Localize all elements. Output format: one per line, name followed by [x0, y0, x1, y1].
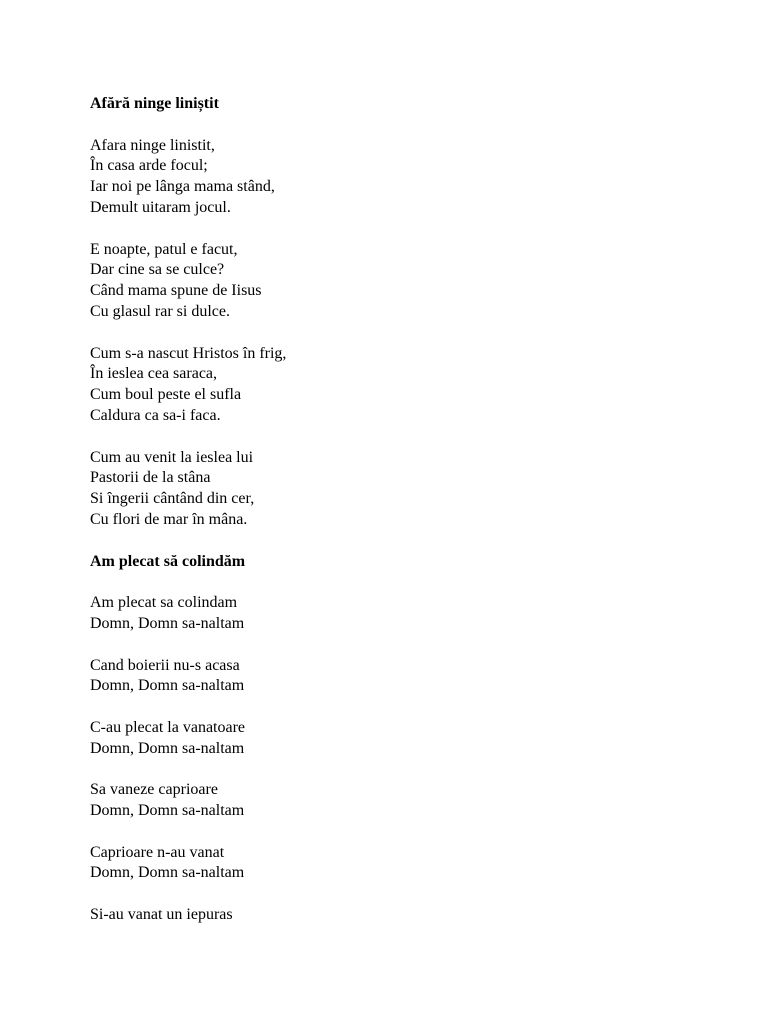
verse-line: C-au plecat la vanatoare	[90, 718, 246, 736]
verse-line: Cu glasul rar si dulce.	[90, 302, 230, 320]
poem-title: Afără ninge liniștit	[90, 95, 219, 112]
verse-line: Iar noi pe lânga mama stând,	[90, 178, 275, 196]
spacer	[90, 635, 730, 656]
verse-line: Domn, Domn sa-naltam	[90, 614, 245, 632]
document-page	[90, 94, 730, 926]
spacer	[90, 115, 730, 136]
stanza	[90, 843, 730, 885]
spacer	[90, 219, 730, 240]
stanza	[90, 905, 730, 926]
stanza	[90, 718, 730, 760]
stanza	[90, 780, 730, 822]
verse-line: Domn, Domn sa-naltam	[90, 677, 245, 695]
verse-line: Sa vaneze caprioare	[90, 781, 218, 799]
verse-line: Si îngerii cântând din cer,	[90, 490, 255, 508]
verse-line: Cum s-a nascut Hristos în frig,	[90, 344, 287, 362]
verse-line: Domn, Domn sa-naltam	[90, 802, 245, 820]
verse-line: În casa arde focul;	[90, 157, 208, 175]
spacer	[90, 323, 730, 344]
verse-line: Caldura ca sa-i faca.	[90, 406, 221, 424]
verse-line: Domn, Domn sa-naltam	[90, 739, 245, 757]
spacer	[90, 822, 730, 843]
verse-line: Am plecat sa colindam	[90, 594, 238, 612]
spacer	[90, 427, 730, 448]
verse-line: Cu flori de mar în mâna.	[90, 510, 248, 528]
spacer	[90, 572, 730, 593]
verse-line: Pastorii de la stâna	[90, 469, 211, 487]
verse-line: E noapte, patul e facut,	[90, 240, 238, 258]
verse-line: Cand boierii nu-s acasa	[90, 656, 240, 674]
stanza	[90, 240, 730, 323]
spacer	[90, 884, 730, 905]
verse-line: Domn, Domn sa-naltam	[90, 864, 245, 882]
verse-line: Dar cine sa se culce?	[90, 261, 225, 279]
verse-line: Demult uitaram jocul.	[90, 198, 231, 216]
stanza	[90, 448, 730, 531]
verse-line: Când mama spune de Iisus	[90, 282, 262, 300]
verse-line: Afara ninge linistit,	[90, 136, 215, 154]
stanza	[90, 593, 730, 635]
verse-line: Cum au venit la ieslea lui	[90, 448, 254, 466]
stanza	[90, 344, 730, 427]
verse-line: Si-au vanat un iepuras	[90, 906, 233, 924]
verse-line: Caprioare n-au vanat	[90, 843, 225, 861]
verse-line: Cum boul peste el sufla	[90, 386, 242, 404]
spacer	[90, 531, 730, 552]
stanza	[90, 136, 730, 219]
poem-title: Am plecat să colindăm	[90, 552, 246, 570]
verse-line: În ieslea cea saraca,	[90, 365, 218, 383]
stanza	[90, 656, 730, 698]
spacer	[90, 697, 730, 718]
spacer	[90, 760, 730, 781]
